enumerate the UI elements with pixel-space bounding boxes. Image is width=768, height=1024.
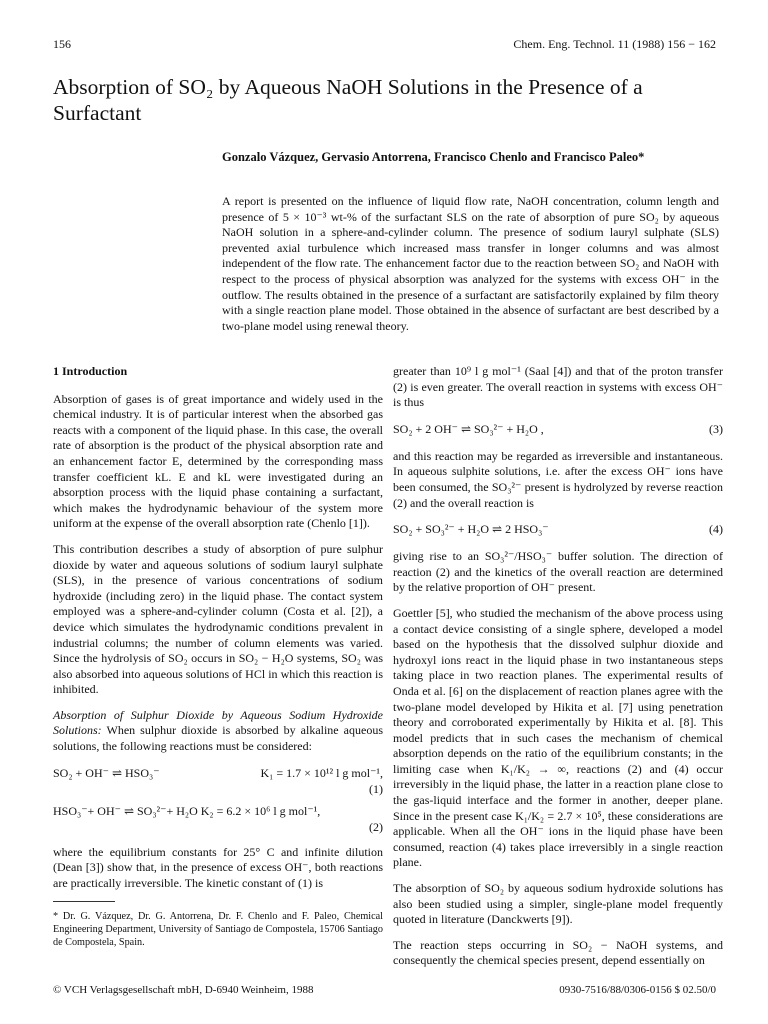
footnote: * Dr. G. Vázquez, Dr. G. Antorrena, Dr. F. Chenlo and F. Paleo, Chemical Engineering Department, University of Santiago de Compostela, 15706 Santiago de Compostela, Spain. [53,911,383,949]
equation-4 [393,521,723,537]
section-heading: 1 Introduction [53,364,128,378]
issn-footer: 0930-7516/88/0306-0156 $ 02.50/0 [559,984,716,996]
equation-number: (2) [369,819,383,834]
paragraph: The absorption of SO₂ by aqueous sodium hydroxide solutions has also been studied using a simpler, single-plane model frequently quoted in literature (Danckwerts [9]). [393,881,723,927]
equation-text: SO₂ + OH⁻ ⇌ HSO₃⁻ [53,765,160,780]
paragraph-text: When sulphur dioxide is absorbed by alkaline aqueous solutions, the following reactions must be considered: [53,723,383,754]
paragraph: where the equilibrium constants for 25° C and infinite dilution (Dean [3]) show that, in the presence of excess OH⁻, both reactions are practically irreversible. The kinetic constant of (1) is [53,844,383,890]
journal-citation: Chem. Eng. Technol. 11 (1988) 156 − 162 [513,37,716,51]
copyright-footer: © VCH Verlagsgesellschaft mbH, D-6940 Weinheim, 1988 [53,984,314,996]
equation-2-number-line [53,819,383,835]
abstract: A report is presented on the influence of liquid flow rate, NaOH concentration, column length and presence of 5 × 10⁻³ wt-% of the surfactant SLS on the rate of absorption of pure SO₂ by aqueous NaOH solution in a sphere-and-cylinder column. The presence of sodium lauryl sulphate (SLS) prevented axial turbulence which increased mass transfer in longer columns and was almost independent of the flow rate. The enhancement factor due to the reaction between SO₂ and NaOH with respect to the process of physical absorption was analyzed for the systems with excess OH⁻ in the outflow. The results obtained in the presence of a surfactant are satisfactorily explained by film theory with a single reaction plane model. Those obtained in the absence of surfactant are best described by a two-plane model using renewal theory. [222,194,719,333]
page-number: 156 [53,37,71,51]
equation-2 [53,803,383,819]
paragraph: greater than 10⁹ l g mol⁻¹ (Saal [4]) and that of the proton transfer (2) is even greater. The overall reaction in systems with excess OH⁻ is thus [393,364,723,410]
author-list: Gonzalo Vázquez, Gervasio Antorrena, Francisco Chenlo and Francisco Paleo* [222,150,645,164]
equation-3 [393,421,723,437]
equation-number: (1) [369,781,383,796]
paragraph: and this reaction may be regarded as irreversible and instantaneous. In aqueous sulphite solutions, i.e. after the excess OH⁻ ions have been consumed, the SO₃²⁻ present is hydrolyzed by reverse reaction (2) and the overall reaction is [393,448,723,510]
left-column [53,364,383,949]
paragraph: giving rise to an SO₃²⁻/HSO₃⁻ buffer solution. The direction of reaction (2) and the kinetics of the overall reaction are determined by the relative proportion of OH⁻ present. [393,549,723,595]
paragraph: Absorption of gases is of great importance and widely used in the chemical industry. It is of particular interest when the absorbed gas reacts with a component of the liquid phase. In this case, the overall rate of absorption is the product of the physical absorption rate and an enhancement factor E, determined by the corresponding mass transfer coefficient kL. E and kL were investigated during an absorption process with the liquid phase containing a surfactant, which makes the hydrodynamic behaviour of the system more uniform at the expense of the overall absorption rate (Chenlo [1]). [53,391,383,531]
equilibrium-constant: K₁ = 1.7 × 10¹² l g mol⁻¹, [260,765,383,780]
article-title: Absorption of SO₂ by Aqueous NaOH Solutions in the Presence of a Surfactant [53,75,643,125]
equation-number: (4) [709,522,723,537]
paragraph [53,708,383,755]
equation-number: (3) [709,421,723,436]
footnote-rule [53,901,115,902]
equation-text: SO₂ + 2 OH⁻ ⇌ SO₃²⁻ + H₂O , [393,421,544,436]
paragraph: The reaction steps occurring in SO₂ − NaOH systems, and consequently the chemical species present, depend essentially on [393,937,723,968]
run-in-heading: Absorption of Sulphur Dioxide by Aqueous Sodium Hydroxide Solutions: [53,707,383,738]
paragraph: This contribution describes a study of absorption of pure sulphur dioxide by water and aqueous solutions of sodium lauryl sulphate (SLS), in the presence of various concentrations of sodium hydroxide (including zero) in the liquid phase. The contact system employed was a sphere-and-cylinder column (Costa et al. [2]), a device which simulates the hydrodynamic conditions prevalent in industrial columns; the number of column elements was varied. Since the hydrolysis of SO₂ occurs in SO₂ − H₂O systems, SO₂ was also absorbed into aqueous solutions of HCl in which this reaction is inhibited. [53,541,383,697]
equation-1-number-line [53,781,383,797]
equation-text: SO₂ + SO₃²⁻ + H₂O ⇌ 2 HSO₃⁻ [393,522,549,537]
equation-text: HSO₃⁻+ OH⁻ ⇌ SO₃²⁻+ H₂O K₂ = 6.2 × 10⁶ l g mol⁻¹, [53,803,321,818]
equation-1 [53,765,383,781]
right-column [393,364,723,979]
paragraph: Goettler [5], who studied the mechanism of the above process using a contact device consisting of a single sphere, developed a model based on the hypothesis that the dissolved sulphur dioxide and hydroxyl ions react in the liquid phase in two instantaneous steps taking place in two reaction planes. The experimental results of Onda et al. [6] on the displacement of reaction planes agree with the two-plane model developed by Hikita et al. [7] using penetration theory and corroborated experimentally by Hikita et al. [8]. This model predicts that in such cases the mechanism of chemical absorption depends on the ratio of the equilibrium constants; in the limiting case when K₁/K₂ → ∞, reactions (2) and (4) occur irreversibly in the liquid phase, the latter in a reaction plane close to the gas-liquid interface and the former in another, deeper plane. Since in the present case K₁/K₂ = 2.7 × 10⁵, these considerations are applicable. When all the OH⁻ ions in the liquid phase have been consumed, reaction (4) takes place irreversibly in a single reaction plane. [393,605,723,870]
